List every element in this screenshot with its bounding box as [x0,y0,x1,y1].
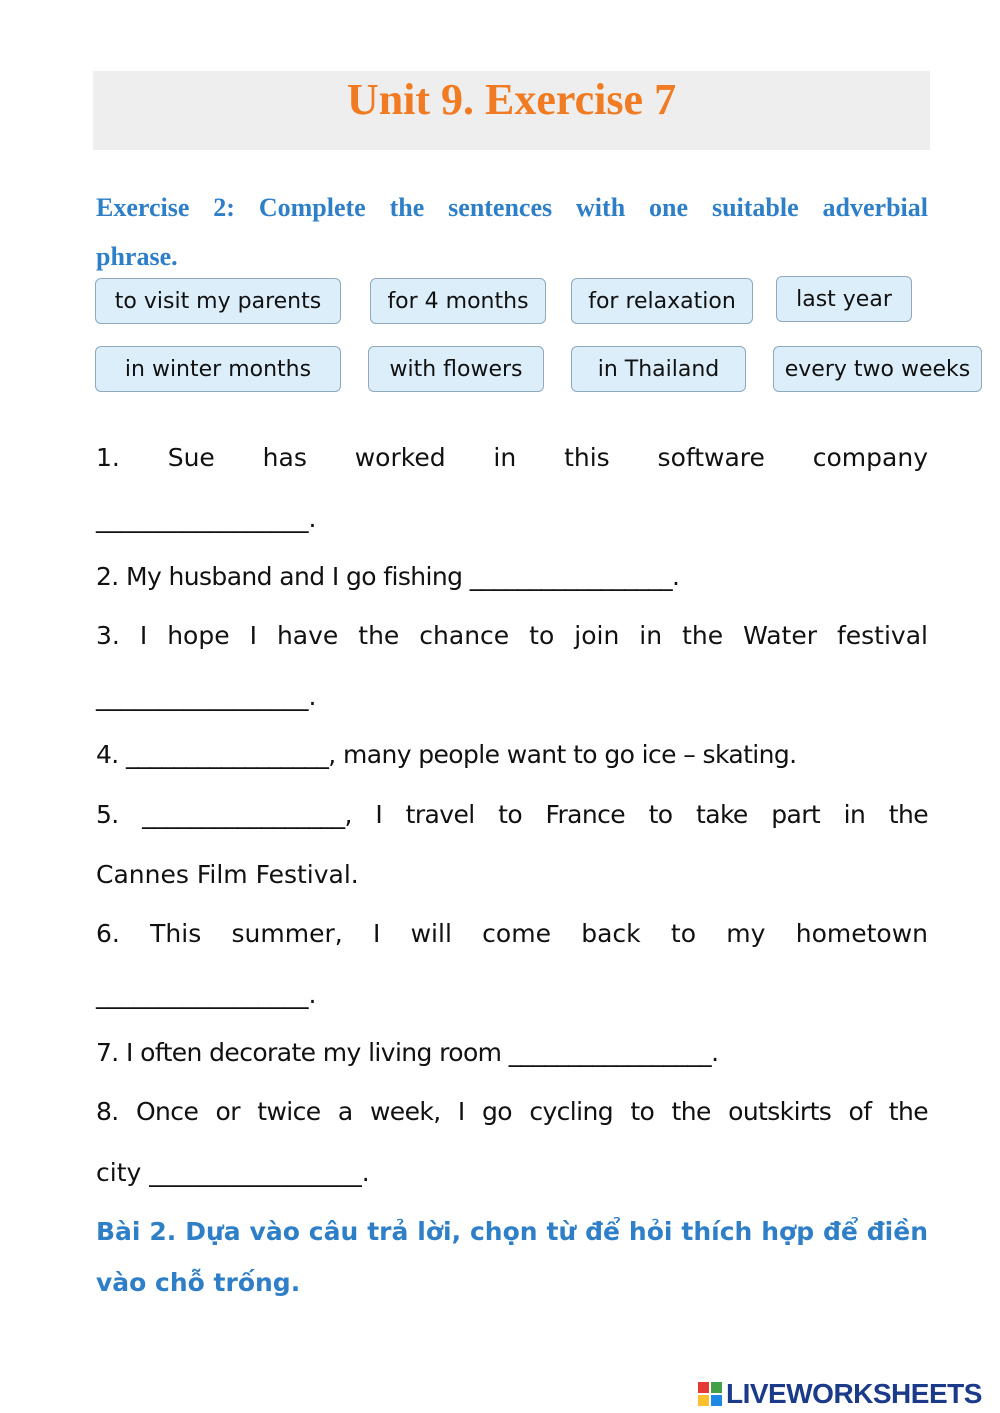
question-6: 6. This summer, I will come back to my hometown [96,919,928,948]
liveworksheets-logo-icon [698,1382,722,1406]
exercise-instruction-line2: phrase. [96,242,178,271]
word-chip[interactable]: to visit my parents [95,278,341,324]
section-2-heading-line1: Bài 2. Dựa vào câu trả lời, chọn từ để hỏi thích hợp để điền [96,1217,928,1246]
answer-blank-6[interactable]: _________________. [96,980,317,1009]
answer-blank-3[interactable]: _________________. [96,682,317,711]
question-3: 3. I hope I have the chance to join in the Water festival [96,621,928,650]
word-chip[interactable]: for relaxation [571,278,753,324]
word-chip[interactable]: in Thailand [571,346,746,392]
question-7: 7. I often decorate my living room _________________. [96,1038,719,1067]
question-8-continued: city _________________. [96,1158,370,1187]
question-5-continued: Cannes Film Festival. [96,860,359,889]
question-8: 8. Once or twice a week, I go cycling to the outskirts of the [96,1097,928,1126]
question-5: 5. _________________, I travel to France to take part in the [96,800,928,829]
question-2: 2. My husband and I go fishing _________________. [96,562,680,591]
word-chip[interactable]: every two weeks [773,346,982,392]
word-chip[interactable]: in winter months [95,346,341,392]
answer-blank-1[interactable]: _________________. [96,504,317,533]
section-2-heading-line2: vào chỗ trống. [96,1268,301,1297]
logo-text: LIVEWORKSHEETS [726,1378,982,1409]
liveworksheets-logo[interactable] [698,1378,982,1410]
exercise-instruction-line1: Exercise 2: Complete the sentences with one suitable adverbial [96,193,928,222]
word-chip[interactable]: with flowers [368,346,544,392]
question-4: 4. _________________, many people want to go ice – skating. [96,740,797,769]
question-1: 1. Sue has worked in this software company [96,443,928,472]
word-chip[interactable]: for 4 months [370,278,546,324]
word-chip[interactable]: last year [776,276,912,322]
page-title: Unit 9. Exercise 7 [346,75,677,124]
